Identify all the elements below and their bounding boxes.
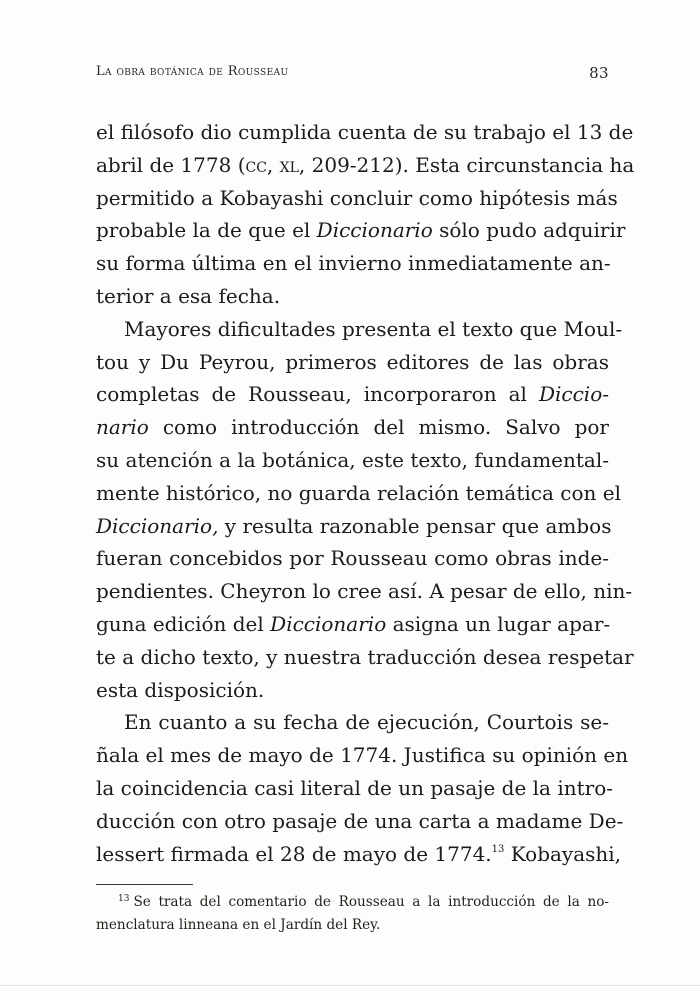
footnote-line: $^{13}$ Se trata del comentario de Rousseau a la introducción de la no- [118, 894, 609, 910]
text-line: su atención a la botánica, este texto, fundamental- [96, 447, 609, 472]
text-line: guna edición del Diccionario asigna un lugar apar- [96, 611, 611, 636]
page-number: 83 [589, 64, 609, 82]
text-line: pendientes. Cheyron lo cree así. A pesar de ello, nin- [96, 579, 633, 604]
text-line: permitido a Kobayashi concluir como hipótesis más [96, 185, 618, 210]
text-line: abril de 1778 (cc, xl, 209-212). Esta circunstancia ha [96, 152, 635, 177]
text-line: te a dicho texto, y nuestra traducción desea respetar [96, 644, 634, 669]
text-line: tou y Du Peyrou, primeros editores de las obras [96, 349, 609, 374]
italic-title: Diccionario [316, 218, 433, 243]
text-line: completas de Rousseau, incorporaron al Diccio- [96, 382, 609, 407]
text-line: esta disposición. [96, 677, 265, 702]
footnote [96, 891, 609, 936]
running-head [96, 64, 609, 84]
footnote-reference[interactable]: 13 [491, 843, 505, 855]
body-text [96, 116, 635, 870]
text-line: lessert firmada el 28 de mayo de 1774.13 Kobayashi, [96, 841, 622, 866]
text-line: ducción con otro pasaje de una carta a madame De- [96, 808, 624, 833]
text-line: nario como introducción del mismo. Salvo por [96, 415, 609, 440]
text-line: su forma última en el invierno inmediatamente an- [96, 251, 611, 276]
text-line: En cuanto a su fecha de ejecución, Courtois se- [124, 710, 609, 735]
italic-title: Diccionario [270, 611, 387, 636]
text-line: probable la de que el Diccionario sólo pudo adquirir [96, 218, 626, 243]
text-line: mente histórico, no guarda relación temática con el [96, 480, 621, 505]
footnote-number: 13 [118, 894, 130, 904]
text-line: Diccionario, y resulta razonable pensar que ambos [96, 513, 612, 538]
footnote-rule [96, 884, 193, 885]
text-line: fueran concebidos por Rousseau como obras inde- [96, 546, 609, 571]
italic-title: Diccionario, [96, 513, 219, 538]
running-title: La obra botánica de Rousseau [96, 64, 289, 79]
text-line: ñala el mes de mayo de 1774. Justifica su opinión en [96, 743, 629, 768]
footnote-line: menclatura linneana en el Jardín del Rey. [96, 916, 381, 933]
text-line: el filósofo dio cumplida cuenta de su trabajo el 13 de [96, 120, 634, 144]
italic-title: Diccio- [538, 382, 609, 407]
italic-title: nario [96, 415, 149, 440]
text-line: Mayores dificultades presenta el texto que Moul- [124, 316, 623, 341]
text-line: la coincidencia casi literal de un pasaje de la intro- [96, 775, 614, 800]
text-line: terior a esa fecha. [96, 283, 281, 308]
page-edge [0, 985, 700, 986]
citation-abbrev: cc, xl [245, 152, 299, 177]
